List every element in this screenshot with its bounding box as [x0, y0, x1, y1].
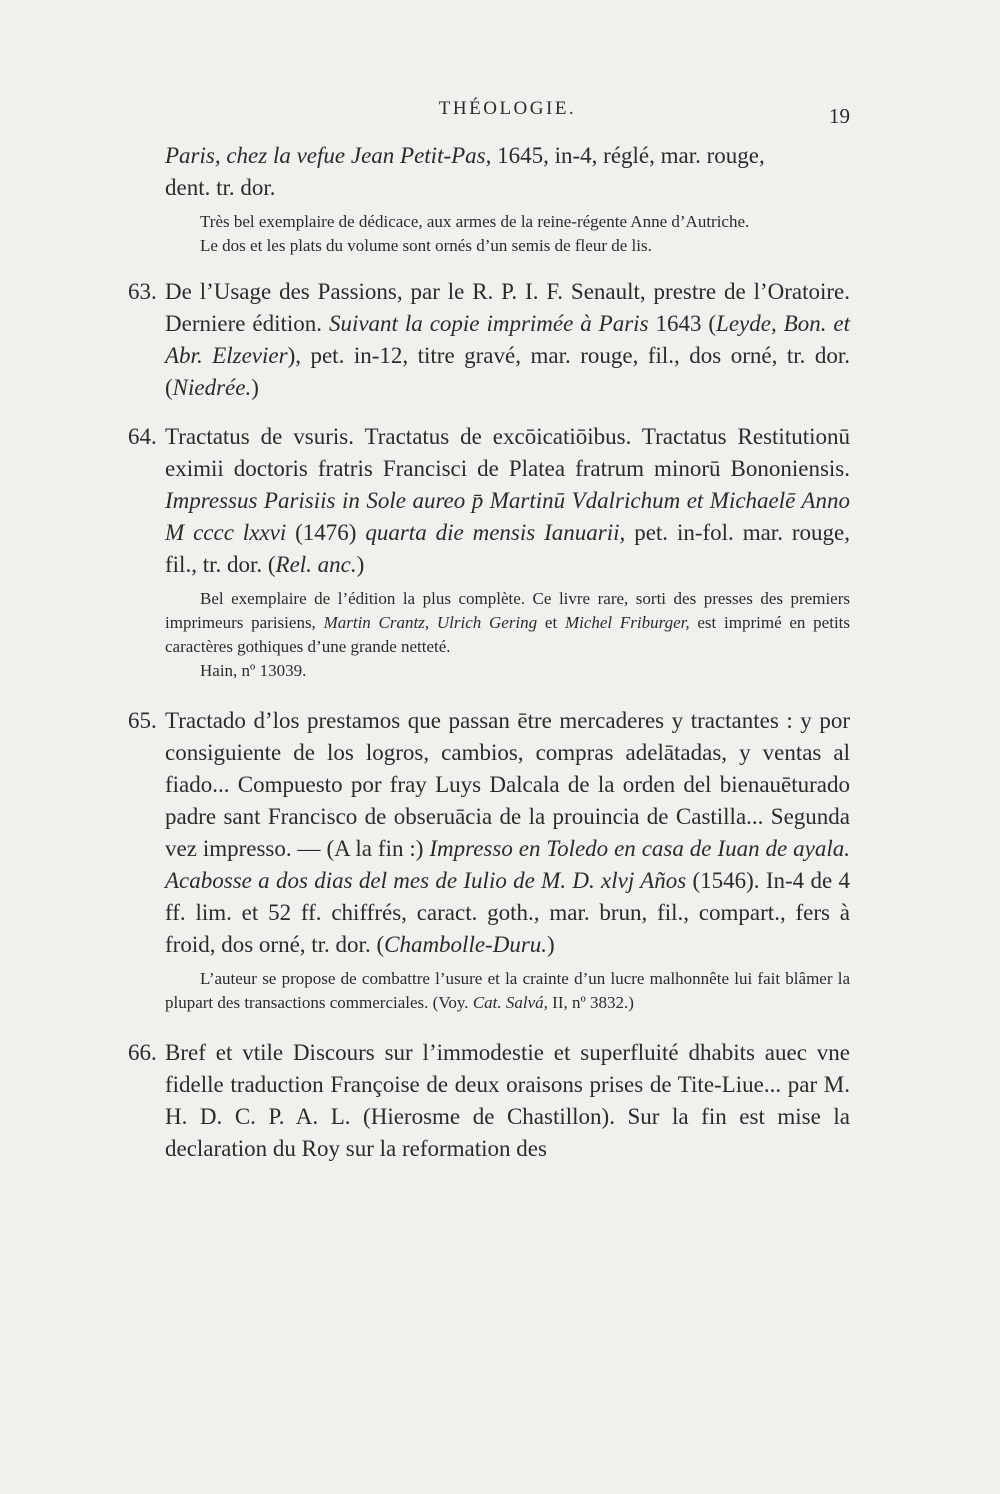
note-text: II, nº 3832.)	[547, 993, 634, 1012]
entry-text: 1643 (	[648, 311, 717, 336]
entry-text: (1546). In-4 de 4 ff. lim. et 52 ff. chiffrés, caract. goth., mar. brun, fil., compart., fers à froid, dos orné, tr. dor. (	[165, 868, 850, 957]
note-text: Bel exemplaire de l’édition la plus complète. Ce livre rare, sorti des presses des premiers imprimeurs parisiens,	[165, 589, 850, 632]
entry-number: 65.	[128, 708, 157, 733]
note-text: L’auteur se propose de combattre l’usure et la crainte d’un lucre malhonnête lui fait blâmer la plupart des transactions commerciales. (Voy.	[165, 969, 850, 1012]
note-text: Le dos et les plats du volume sont ornés d’un semis de fleur de lis.	[200, 236, 652, 255]
note-italic: Michel Friburger,	[564, 613, 690, 632]
entry-text: Tractatus de vsuris. Tractatus de excōicatiōibus. Tractatus Restitutionū eximii doctoris fratris Francisci de Platea fratrum minorū Bononiensis.	[165, 424, 850, 481]
entry-65	[128, 705, 850, 1015]
entry-text: dent. tr. dor.	[165, 175, 276, 200]
imprint-italic: Suivant la copie imprimée à Paris	[328, 311, 649, 336]
page-body	[128, 140, 850, 1165]
entry-text: )	[251, 375, 259, 400]
note-reference: Hain, nº 13039.	[200, 661, 307, 680]
entry-text: (1476)	[286, 520, 366, 545]
entry-62-continuation	[165, 140, 850, 258]
entry-number: 63.	[128, 279, 157, 304]
entry-number: 66.	[128, 1040, 157, 1065]
note-text: et	[537, 613, 565, 632]
entry-66	[128, 1037, 850, 1165]
note-italic: Martin Crantz, Ulrich Gering	[323, 613, 538, 632]
note-italic: Cat. Salvá,	[472, 993, 548, 1012]
running-title: THÉOLOGIE.	[438, 98, 577, 119]
entry-text: pet. in-fol. mar. rouge, fil., tr. dor. (	[165, 520, 850, 577]
printer-italic: Leyde, Bon. et Abr. Elzevier	[165, 311, 850, 368]
entry-text: ), pet. in-12, titre gravé, mar. rouge, fil., dos orné, tr. dor. (	[165, 343, 850, 400]
entry-text: Tractado d’los prestamos que passan ētre mercaderes y tractantes : y por consiguiente de los logros, cambios, compras adelātadas, y ventas al fiado... Compuesto por fray Luys Dalcala de la orden del bienauēturado padre sant Francisco de obseruācia de la prouincia de Castilla... Segunda vez impresso. — (A la fin :)	[165, 708, 850, 861]
binder-italic: Rel. anc.	[275, 552, 357, 577]
binder-italic: Niedrée.	[172, 375, 252, 400]
note-text: est imprimé en petits caractères gothiques d’une grande netteté.	[165, 613, 850, 656]
imprint-italic: Paris, chez la vefue Jean Petit-Pas,	[165, 143, 492, 168]
entry-text: )	[356, 552, 365, 577]
page-header	[165, 98, 850, 138]
entry-63	[128, 276, 850, 404]
entry-number: 64.	[128, 424, 157, 449]
entry-64	[128, 421, 850, 683]
page-number: 19	[829, 104, 850, 128]
imprint-italic: Impressus Parisiis in Sole aureo p̄ Martinū Vdalrichum et Michaelē Anno M cccc lxxvi	[165, 488, 850, 545]
entry-text: 1645, in-4, réglé, mar. rouge,	[491, 143, 765, 168]
entry-text: De l’Usage des Passions, par le R. P. I. F. Senault, prestre de l’Oratoire. Derniere édition.	[165, 279, 850, 336]
imprint-italic: quarta die mensis Ianuarii,	[365, 520, 626, 545]
entry-text: Bref et vtile Discours sur l’immodestie et superfluité dhabits auec vne fidelle traduction Françoise de deux oraisons prises de Tite-Liue... par M. H. D. C. P. A. L. (Hierosme de Chastillon). Sur la fin est mise la declaration du Roy sur la reformation des	[165, 1040, 850, 1161]
note-text: Très bel exemplaire de dédicace, aux armes de la reine-régente Anne d’Autriche.	[200, 212, 750, 231]
entry-text: )	[547, 932, 555, 957]
binder-italic: Chambolle-Duru.	[384, 932, 548, 957]
imprint-italic: Impresso en Toledo en casa de Iuan de ayala. Acabosse a dos dias del mes de Iulio de M. D. xlvj Años	[165, 836, 850, 893]
